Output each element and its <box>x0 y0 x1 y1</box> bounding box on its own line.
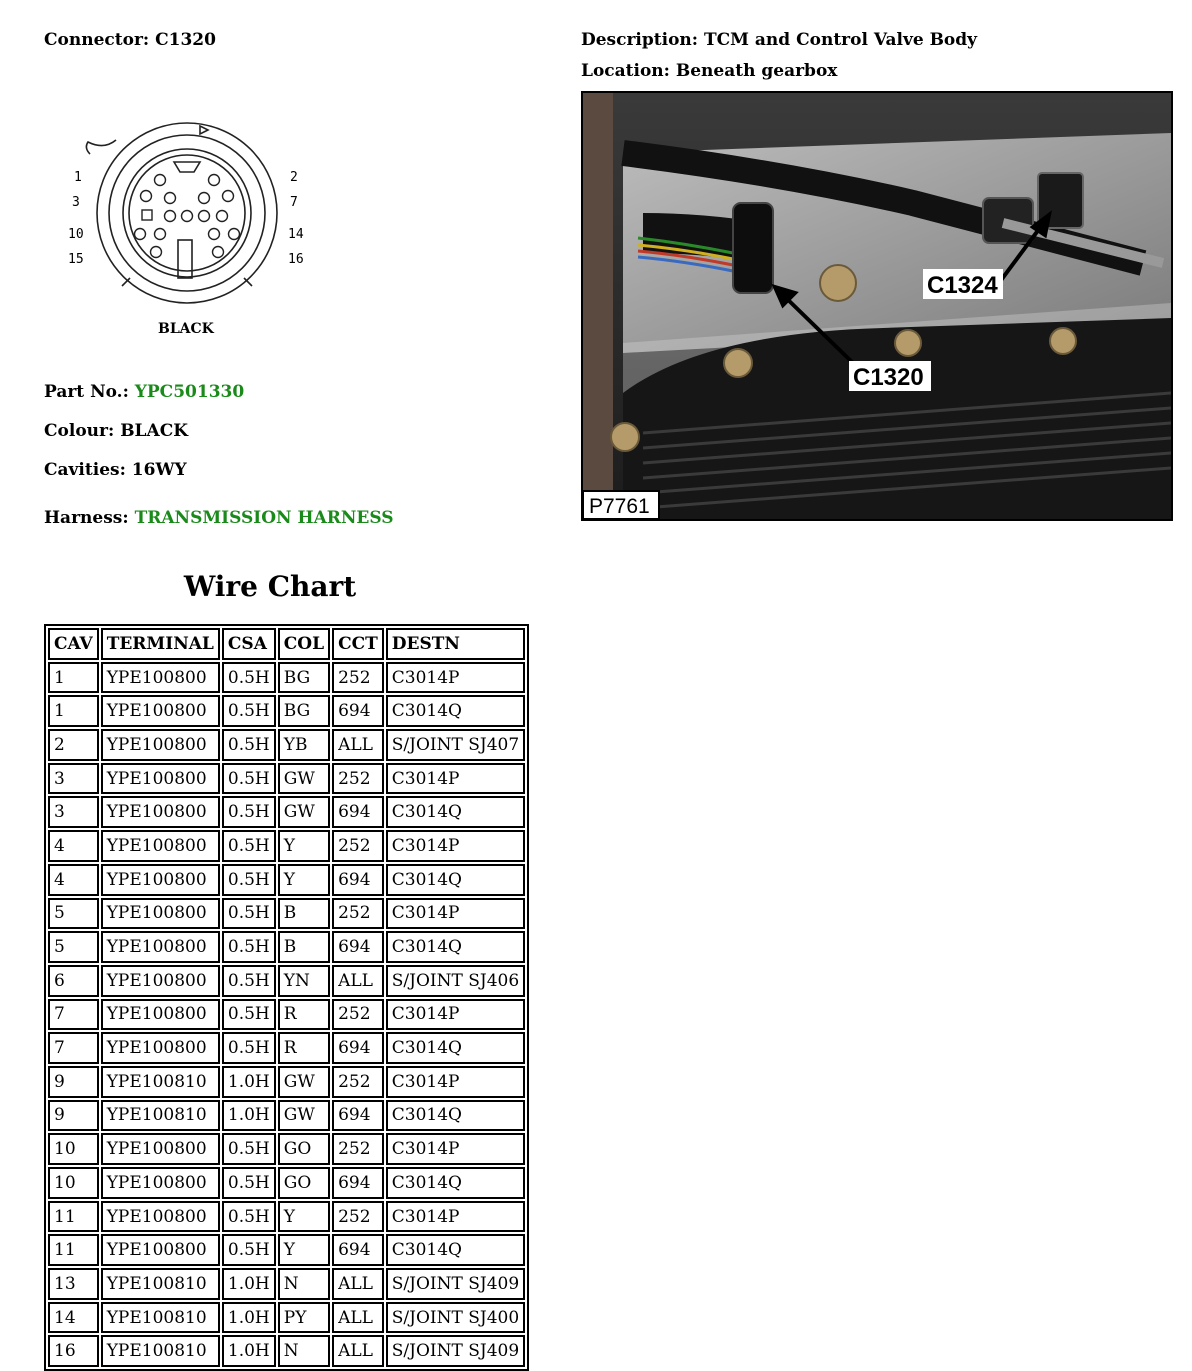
cell-col: GW <box>278 1100 330 1132</box>
table-row <box>48 864 525 896</box>
column-header-cct: CCT <box>332 628 384 660</box>
table-row <box>48 1335 525 1367</box>
cell-cct: ALL <box>332 1268 384 1300</box>
cell-col: GW <box>278 1066 330 1098</box>
cell-cct: ALL <box>332 1335 384 1367</box>
pin-label-10: 10 <box>68 227 84 242</box>
cell-destn: C3014P <box>386 763 525 795</box>
cell-col: GO <box>278 1133 330 1165</box>
cell-cct: 252 <box>332 1133 384 1165</box>
cell-destn: C3014Q <box>386 1032 525 1064</box>
cell-cav: 13 <box>48 1268 99 1300</box>
harness-label: Harness: <box>44 508 129 528</box>
table-row <box>48 729 525 761</box>
cell-cav: 9 <box>48 1100 99 1132</box>
cell-cav: 10 <box>48 1167 99 1199</box>
cell-terminal: YPE100800 <box>101 830 220 862</box>
cell-csa: 0.5H <box>222 931 276 963</box>
cell-cct: 694 <box>332 1167 384 1199</box>
cell-terminal: YPE100810 <box>101 1066 220 1098</box>
cell-col: GW <box>278 763 330 795</box>
cell-cav: 2 <box>48 729 99 761</box>
cell-cct: 694 <box>332 796 384 828</box>
cell-cav: 10 <box>48 1133 99 1165</box>
harness-line <box>44 508 394 528</box>
cell-col: YN <box>278 965 330 997</box>
cell-cav: 11 <box>48 1234 99 1266</box>
wire-chart-title: Wire Chart <box>183 570 357 603</box>
cell-cav: 5 <box>48 898 99 930</box>
callout-c1320: C1320 <box>853 364 924 391</box>
cell-destn: S/JOINT SJ407 <box>386 729 525 761</box>
cell-csa: 0.5H <box>222 763 276 795</box>
column-header-cav: CAV <box>48 628 99 660</box>
colour-label: Colour: <box>44 421 115 441</box>
cell-destn: C3014P <box>386 1066 525 1098</box>
table-row <box>48 1234 525 1266</box>
location-line <box>581 61 837 81</box>
connector-label: Connector: <box>44 30 150 50</box>
table-row <box>48 662 525 694</box>
cell-col: R <box>278 1032 330 1064</box>
cell-csa: 0.5H <box>222 898 276 930</box>
cell-terminal: YPE100800 <box>101 1201 220 1233</box>
connector-face-diagram <box>60 118 320 346</box>
cell-cct: ALL <box>332 1302 384 1334</box>
cell-terminal: YPE100810 <box>101 1100 220 1132</box>
table-row <box>48 1133 525 1165</box>
location-value: Beneath gearbox <box>675 61 838 81</box>
cell-cav: 7 <box>48 1032 99 1064</box>
cell-csa: 0.5H <box>222 1032 276 1064</box>
cell-terminal: YPE100800 <box>101 1234 220 1266</box>
cell-cav: 7 <box>48 999 99 1031</box>
table-row <box>48 965 525 997</box>
cell-cct: 694 <box>332 695 384 727</box>
table-row <box>48 1066 525 1098</box>
table-row <box>48 999 525 1031</box>
cell-cct: 694 <box>332 1234 384 1266</box>
cell-destn: C3014Q <box>386 1167 525 1199</box>
harness-value[interactable]: TRANSMISSION HARNESS <box>134 508 394 528</box>
cell-csa: 0.5H <box>222 1234 276 1266</box>
cell-destn: C3014P <box>386 999 525 1031</box>
cell-terminal: YPE100800 <box>101 898 220 930</box>
cell-terminal: YPE100800 <box>101 662 220 694</box>
cell-cct: 694 <box>332 864 384 896</box>
cell-csa: 0.5H <box>222 1201 276 1233</box>
cell-col: Y <box>278 864 330 896</box>
cell-cav: 1 <box>48 695 99 727</box>
cell-destn: C3014Q <box>386 1234 525 1266</box>
cell-col: B <box>278 898 330 930</box>
cell-csa: 0.5H <box>222 1133 276 1165</box>
cell-col: R <box>278 999 330 1031</box>
cell-cav: 9 <box>48 1066 99 1098</box>
cell-col: Y <box>278 1234 330 1266</box>
cell-cct: 694 <box>332 931 384 963</box>
description-label: Description: <box>581 30 699 50</box>
photo-ref: P7761 <box>589 495 650 518</box>
cell-cav: 16 <box>48 1335 99 1367</box>
table-row <box>48 695 525 727</box>
location-photo <box>581 91 1173 521</box>
cell-col: PY <box>278 1302 330 1334</box>
cell-col: GO <box>278 1167 330 1199</box>
cell-destn: S/JOINT SJ400 <box>386 1302 525 1334</box>
column-header-destn: DESTN <box>386 628 525 660</box>
part-number-line <box>44 382 244 402</box>
table-row <box>48 1268 525 1300</box>
cavities-value: 16WY <box>131 460 187 480</box>
cell-cav: 4 <box>48 864 99 896</box>
cell-cav: 6 <box>48 965 99 997</box>
cell-csa: 1.0H <box>222 1335 276 1367</box>
pin-label-1: 1 <box>74 170 82 185</box>
table-row <box>48 1032 525 1064</box>
column-header-col: COL <box>278 628 330 660</box>
cell-csa: 0.5H <box>222 662 276 694</box>
colour-line <box>44 421 188 441</box>
cell-csa: 0.5H <box>222 729 276 761</box>
pin-label-2: 2 <box>290 170 298 185</box>
description-line <box>581 30 977 50</box>
cell-csa: 0.5H <box>222 830 276 862</box>
table-row <box>48 1201 525 1233</box>
cell-cav: 5 <box>48 931 99 963</box>
wire-chart-table <box>44 624 529 1371</box>
callout-c1324: C1324 <box>927 272 998 299</box>
cell-cav: 3 <box>48 796 99 828</box>
cell-destn: C3014Q <box>386 1100 525 1132</box>
connector-value: C1320 <box>155 30 216 50</box>
cell-cct: 694 <box>332 1032 384 1064</box>
cell-csa: 0.5H <box>222 796 276 828</box>
cell-csa: 1.0H <box>222 1268 276 1300</box>
cell-cct: 252 <box>332 1201 384 1233</box>
cell-csa: 1.0H <box>222 1302 276 1334</box>
cell-csa: 0.5H <box>222 1167 276 1199</box>
cell-terminal: YPE100800 <box>101 1167 220 1199</box>
location-label: Location: <box>581 61 670 81</box>
cell-terminal: YPE100800 <box>101 796 220 828</box>
cell-terminal: YPE100800 <box>101 999 220 1031</box>
part-number-value[interactable]: YPC501330 <box>134 382 245 402</box>
cavities-label: Cavities: <box>44 460 126 480</box>
diagram-colour-label: BLACK <box>158 321 214 337</box>
cell-col: GW <box>278 796 330 828</box>
cell-cav: 14 <box>48 1302 99 1334</box>
table-row <box>48 931 525 963</box>
cell-csa: 0.5H <box>222 999 276 1031</box>
cell-terminal: YPE100800 <box>101 931 220 963</box>
cell-destn: C3014Q <box>386 931 525 963</box>
cell-terminal: YPE100800 <box>101 965 220 997</box>
cell-cct: ALL <box>332 729 384 761</box>
connector-line <box>44 30 216 50</box>
cavities-line <box>44 460 187 480</box>
cell-terminal: YPE100800 <box>101 763 220 795</box>
cell-col: B <box>278 931 330 963</box>
cell-terminal: YPE100800 <box>101 1133 220 1165</box>
pin-label-16: 16 <box>288 252 304 267</box>
cell-col: Y <box>278 830 330 862</box>
cell-col: BG <box>278 662 330 694</box>
cell-cav: 3 <box>48 763 99 795</box>
cell-csa: 1.0H <box>222 1100 276 1132</box>
cell-terminal: YPE100800 <box>101 729 220 761</box>
pin-label-3: 3 <box>72 195 80 210</box>
description-value: TCM and Control Valve Body <box>704 30 978 50</box>
cell-cct: 252 <box>332 830 384 862</box>
cell-csa: 0.5H <box>222 864 276 896</box>
cell-terminal: YPE100800 <box>101 864 220 896</box>
cell-csa: 1.0H <box>222 1066 276 1098</box>
cell-cav: 11 <box>48 1201 99 1233</box>
cell-destn: S/JOINT SJ406 <box>386 965 525 997</box>
table-row <box>48 830 525 862</box>
cell-terminal: YPE100810 <box>101 1302 220 1334</box>
cell-terminal: YPE100810 <box>101 1335 220 1367</box>
cell-destn: C3014Q <box>386 796 525 828</box>
cell-cct: 252 <box>332 763 384 795</box>
cell-destn: C3014P <box>386 1133 525 1165</box>
pin-label-15: 15 <box>68 252 84 267</box>
pin-label-7: 7 <box>290 195 298 210</box>
cell-terminal: YPE100800 <box>101 695 220 727</box>
colour-value: BLACK <box>120 421 189 441</box>
cell-destn: C3014Q <box>386 695 525 727</box>
column-header-csa: CSA <box>222 628 276 660</box>
pin-label-14: 14 <box>288 227 304 242</box>
cell-cav: 1 <box>48 662 99 694</box>
cell-col: Y <box>278 1201 330 1233</box>
cell-destn: C3014P <box>386 1201 525 1233</box>
table-header-row <box>48 628 525 660</box>
cell-col: N <box>278 1335 330 1367</box>
cell-col: BG <box>278 695 330 727</box>
cell-cct: ALL <box>332 965 384 997</box>
table-row <box>48 1167 525 1199</box>
cell-destn: C3014P <box>386 830 525 862</box>
cell-cct: 252 <box>332 898 384 930</box>
table-row <box>48 1100 525 1132</box>
cell-cct: 694 <box>332 1100 384 1132</box>
table-row <box>48 763 525 795</box>
part-number-label: Part No.: <box>44 382 129 402</box>
cell-terminal: YPE100800 <box>101 1032 220 1064</box>
cell-col: N <box>278 1268 330 1300</box>
cell-destn: C3014P <box>386 662 525 694</box>
cell-cct: 252 <box>332 999 384 1031</box>
cell-col: YB <box>278 729 330 761</box>
cell-destn: S/JOINT SJ409 <box>386 1268 525 1300</box>
column-header-terminal: TERMINAL <box>101 628 220 660</box>
cell-destn: S/JOINT SJ409 <box>386 1335 525 1367</box>
cell-cav: 4 <box>48 830 99 862</box>
cell-destn: C3014P <box>386 898 525 930</box>
cell-csa: 0.5H <box>222 695 276 727</box>
table-row <box>48 1302 525 1334</box>
cell-terminal: YPE100810 <box>101 1268 220 1300</box>
cell-destn: C3014Q <box>386 864 525 896</box>
table-row <box>48 796 525 828</box>
cell-cct: 252 <box>332 662 384 694</box>
cell-cct: 252 <box>332 1066 384 1098</box>
cell-csa: 0.5H <box>222 965 276 997</box>
table-row <box>48 898 525 930</box>
